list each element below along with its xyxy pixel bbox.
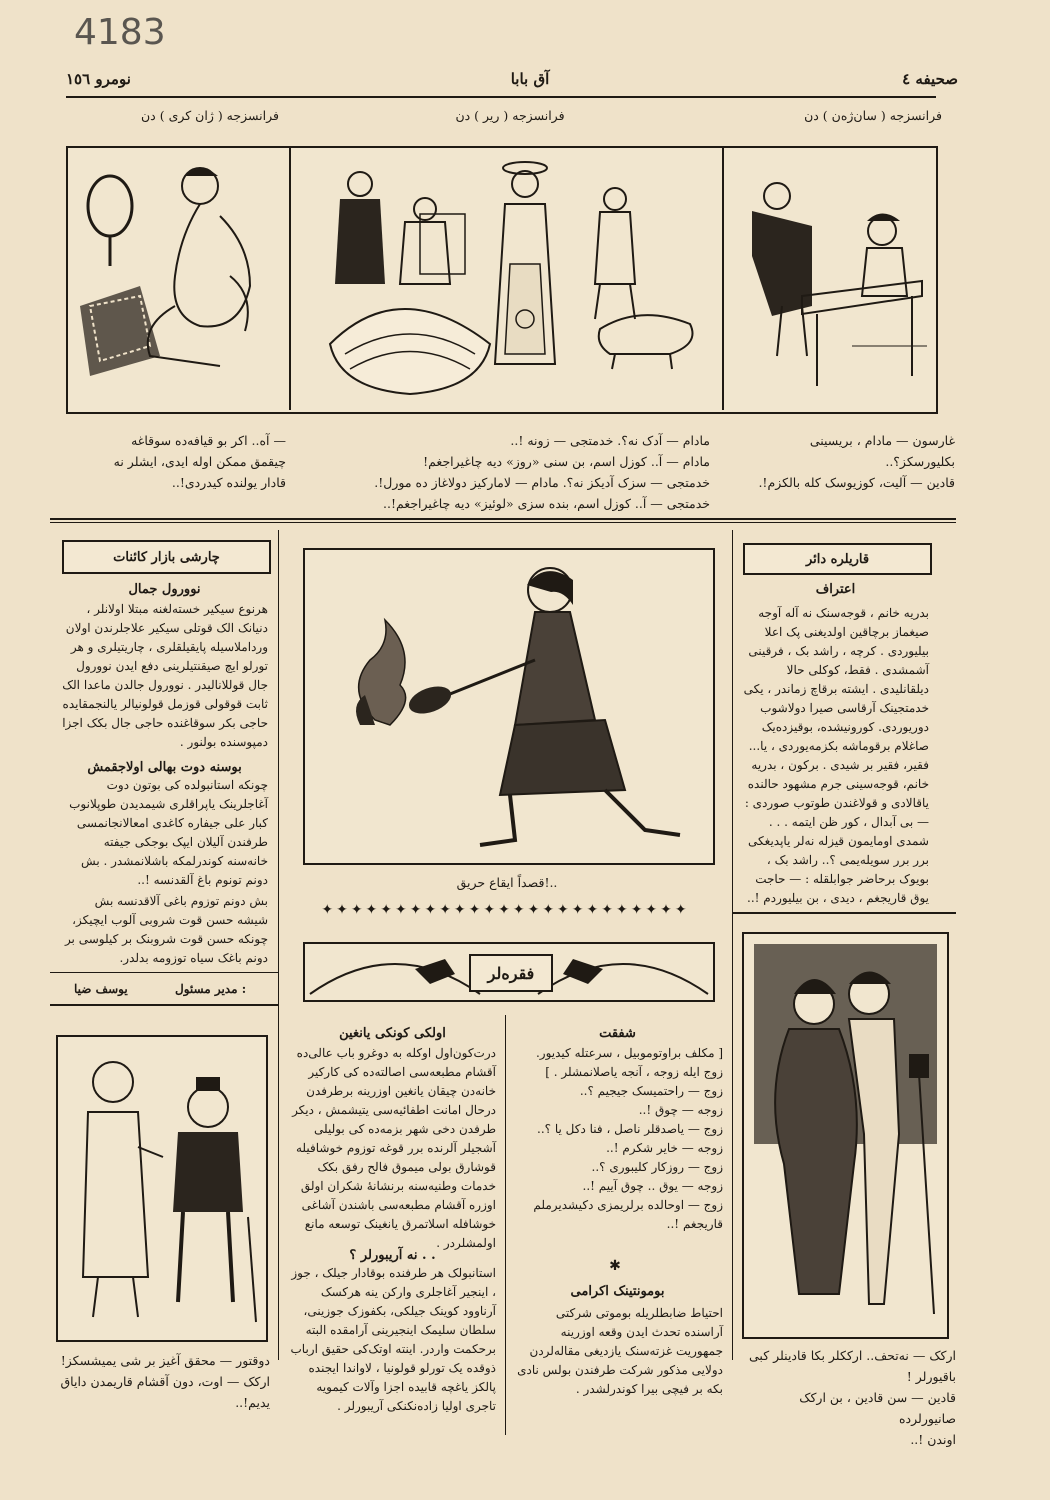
caption-line: یدیم!.. [235,1395,270,1410]
strip-divider [722,146,724,410]
section-rule [50,518,956,520]
compassion-dialogue [515,1044,723,1234]
caption-line: خدمتجی — آ.. کوزل اسم، بنده سزی «لوئیز» دیه چاغیراجغم!.. [383,496,710,511]
dialogue-line: زوج — راحتمیسک جیجیم ؟.. [579,1084,723,1098]
section-rule [50,1004,278,1006]
caption-line: دوقتور — محقق آغیز بر شی یمیشسکز! [60,1353,270,1368]
dialogue-line: قاریجغم !.. [666,1217,723,1231]
syrup-ad: بش دونم توزوم باغی آلاقدنسه بش شیشه حسن قوت شروبی آلوب ایچیکز، چونکه حسن قوت شروبنک بر کیلوسی بر دونم باغک سیاه توزومه بدلدر. [64,894,268,965]
dialogue-line: زوج — اوحالده برلریمزی دکیشدیرملم [533,1198,723,1212]
star-ornament: ✱ [609,1258,621,1274]
caption-line: چیقمق ممکن اوله ایدی، ایشلر نه [113,454,286,469]
dialogue-line: زوجه — چوق !.. [638,1103,723,1117]
mulberry-title: بوسنه دوت بهالی اولاجقمش [87,760,242,775]
star-divider: ✦✦✦✦✦✦✦✦✦✦✦✦✦✦✦✦✦✦✦✦✦✦✦✦✦ [321,902,690,918]
strip-source-2: فرانسزجه ( ریر ) دن [455,108,565,123]
column-rule [278,530,279,1360]
search-article: استانبولک هر طرفنده بوقادار جیلک ، جوز ، اینجیر آغاجلری وارکن ینه هرکسک آرناوود کوینک جیلکی، بکفوزک جوزینی، سلطان سلیمک اینجیرینی آرامقده البته برحکمت واردر. اینته اوتک‌کی حقیق ارباب ذوقده یک تورلو قولونیا ، لاواندا ایجنده پالکز یاغچه قابیده اجزا وآلات کیمویه تاجری اولیا زاده‌نکنکی آریبورلر . [290,1266,496,1413]
bomonti-article: احتیاط ضابطلریله بوموتی شرکتی آراسنده تحدث ایدن وقعه اوزرینه جمهوریت غزته‌سنک یازدیغی مقاله‌لردن دولایی مذکور شرکت طرفندن بولس نادی بکه بر فیچی بیرا کوندرلشدر . [517,1306,723,1396]
section-rule [50,522,956,523]
caption-line: مادام — آ.. کوزل اسم، بن سنی «روز» دیه چاغیراجغم! [423,454,710,469]
dialogue-line: زوجه — خایر شکرم !.. [606,1141,723,1155]
section-rule [50,972,278,973]
editor-name: یوسف ضیا [74,982,128,996]
page-title: آق بابا [510,70,550,88]
fire-article: درت‌کون‌اول اوکله به دوغرو باب عالی‌ده آقشام مطبعه‌سی اصالته‌ده کی کارکیر خانه‌دن چیقان یانغین اوزرینه برطرفدن درحال امانت اطفائیه‌سی یتیشمش ، دیکر طرفدن دخی شهر بزمه‌ده کی بولیلی آشجیلر آلرنده برر قوغه توزوم خوشافیله قوشارق بولی میموق فالح رفق بکک خدمات وطنیه‌سنه برنشانۀ شکران اولق اوزره آقشام مطبعه‌سی باشندن آشاغی خوشافله اسلاتمرق یانغینک توسعه مانع اولمشلردر . [292,1046,496,1250]
page-label: صحیفه ٤ [902,70,958,88]
dialogue-line: زوجه — یوق .. چوق آییم !.. [582,1179,723,1193]
caption-line: قادین — آلیت، کوزیوسک کله بالکزم!. [758,475,955,490]
mulberry-article: چونکه استانبولده کی بوتون دوت آغاجلرینک یاپراقلری شیمدیدن طوپلانوب کبار علی جیفاره کاغدی امعالانجانمسی طرفندن آلیلان ایپک بوجکی جیفته خانه‌سنه کوندرلمکه باشلانمشدر . بش دونم تونوم باغ آلقدنسه !.. [69,778,268,887]
strip-caption-1 [755,430,955,493]
strip-source-3: فرانسزجه ( ژان کری ) دن [141,108,279,123]
column-rule [505,1015,506,1435]
noorol-jamal-article: هرنوع سیکیر خسته‌لغنه مبتلا اولانلر ، دنیانک الک قوتلی سیکیر علاجلرندن اولان ورداملاسیله پایقیلقلری ، چاریتیلری و هر تورلو ایچ صیقنتیلرینی دفع ایدن نوورول جال قوللانالیدر . نوورول جالدن ماعدا الک ثابت قوقولی قوزمل قولونیالر یالنجمقایده حاجی بکر سوقاغنده حاجی جال بکک اجزا دمپوسنده بولنور . [62,602,268,749]
dialogue-line: زوج — یاصدقلر ناصل ، فنا دکل یا ؟.. [537,1122,723,1136]
dialogue-line: زوج — روزکار کلیبوری ؟.. [591,1160,723,1174]
dialogue-line: زوج ایله زوجه ، آنجه یاصلانمشلر . ] [545,1065,723,1079]
noorol-jamal-title: نوورول جمال [128,582,201,597]
caption-line: خدمتجی — سزک آدیکز نه؟. مادام — لامارکیز دولاغاز ده مورل!. [374,475,710,490]
caption-line: قادین — سن قادین ، بن ارکک صانیورلرده [799,1390,956,1426]
caption-line: — آه.. اکر بو قیافه‌ده سوقاغه [131,433,286,448]
arson-caption: قصداً ایقاع حریق!.. [456,875,558,890]
confession-article: بدریه خانم ، قوجه‌سنک نه آله آوجه صیغماز برچاقین اولدیغنی پک اعلا بیلیوردی . کرچه ، راشد بک ، فرقینی آشمشدی . فقط، کوکلی حالا دیلقانلیدی . ایشته برقاچ زماندر ، یکی خدمتجینک آرقاسی صیرا دولاشوب دوریوردی. کورونیشده، بوقیزده‌یک صاغلام برقوماشه بکزمه‌یوردی ، یا... فقیر، فقیر بر شیدی . برکون ، بدریه خانم، قوجه‌سینی جرم مشهود حالنده یاقالادی و قولاغندن طوتوب صوردی : — بی آبدال ، کور ظن ایتمه . . . شمدی اومایمون قیزله نه‌لر یاپدیغکی برر برر سویله‌یمی ؟.. راشد بک ، بویوک برحاضر جوابلقله : — حاجت یوق قاریجغم ، دیدی ، بن بیلیوردم !.. [743,606,929,905]
strip-caption-2 [320,430,710,514]
compassion-title: شفقت [599,1026,636,1041]
couple-cartoon-caption [740,1345,956,1450]
section-rule [732,912,956,914]
issue-label: نومرو ١٥٦ [66,70,131,88]
bomonti-title: بومونتینک اکرامی [570,1284,665,1299]
strip-divider [289,146,291,410]
arson-cartoon [303,548,715,865]
fire-article-title: اولکی کونکی یانغین [339,1026,446,1041]
dialogue-line: [ مکلف براوتوموبیل ، سرعتله کیدیور. [535,1046,723,1060]
market-section-banner: چارشی بازار کائنات [62,540,271,574]
women-section-banner: قاریلره دائر [743,543,932,575]
caption-line: مادام — آدک نه؟. خدمتجی — زونه !.. [510,433,710,448]
caption-line: ارکک — اوت، دون آقشام قاریمدن دایاق [60,1374,270,1389]
caption-line: غارسون — مادام ، بریسینی [809,433,955,448]
strip-panel-mirror-illustration [80,156,280,396]
caption-line: بکلیورسکز؟.. [885,454,955,469]
search-article-title: نه آریبورلر ؟ . . [349,1248,436,1263]
doctor-cartoon [56,1035,268,1342]
fikralar-banner [303,942,715,1002]
caption-line: باقیورلر ! [906,1369,956,1384]
fikralar-title: فقره‌لر [469,954,553,992]
strip-panel-waiter-illustration [732,156,927,396]
strip-source-1: فرانسزجه ( سان‌ژه‌ن ) دن [804,108,942,123]
archive-number: 4183 [74,12,166,53]
header-rule [66,96,936,98]
caption-line: اوندن !.. [910,1432,956,1447]
strip-caption-3 [68,430,286,493]
doctor-cartoon-caption [52,1350,270,1413]
confession-title: اعتراف [815,582,856,597]
caption-line: ارکک — نه‌تحف.. ارککلر بکا قادینلر کبی [749,1348,956,1363]
couple-cartoon [742,932,949,1339]
strip-panel-salon-illustration [300,154,715,402]
caption-line: قادار یولنده کیدردی!.. [171,475,286,490]
editor-label: مدیر مسئول : [175,982,247,996]
column-rule [732,530,733,1360]
